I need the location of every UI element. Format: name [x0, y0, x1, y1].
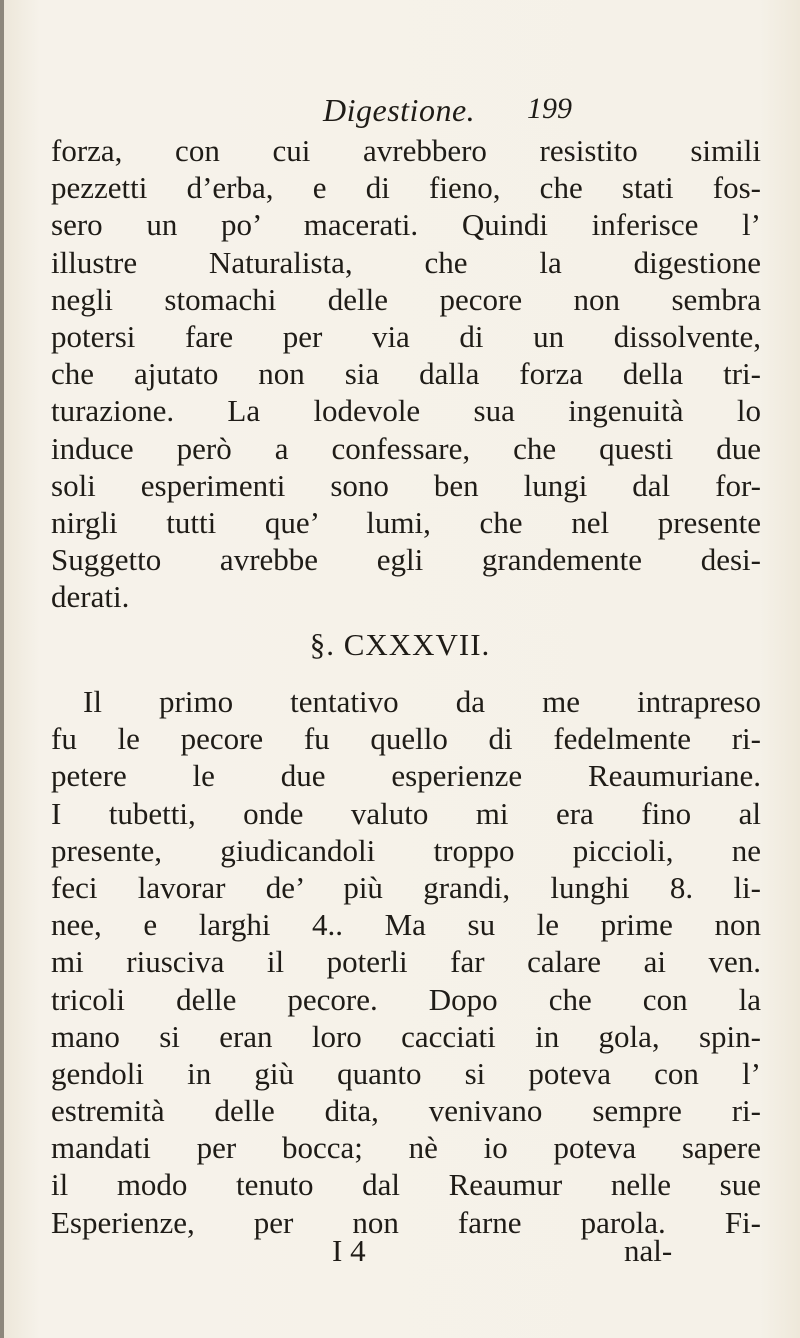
text-line: che ajutato non sia dalla forza della tri- — [51, 356, 761, 392]
text-line: mandati per bocca; nè io poteva sapere — [51, 1130, 761, 1166]
text-line: nirgli tutti que’ lumi, che nel presente — [51, 504, 761, 540]
text-line: negli stomachi delle pecore non sembra — [51, 281, 761, 317]
paragraph-2 — [51, 683, 761, 1241]
page-footer — [0, 1233, 800, 1273]
text-line: Il primo tentativo da me intrapreso — [83, 684, 761, 719]
signature-mark: I 4 — [332, 1233, 366, 1268]
text-line: sero un po’ macerati. Quindi inferisce l’ — [51, 207, 761, 243]
text-line: gendoli in giù quanto si poteva con l’ — [51, 1055, 761, 1091]
text-line: Esperienze, per non farne parola. Fi- — [51, 1204, 761, 1240]
catchword: nal- — [624, 1233, 673, 1268]
text-line: I tubetti, onde valuto mi era fino al — [51, 795, 761, 831]
text-line: Suggetto avrebbe egli grandemente desi- — [51, 542, 761, 578]
text-line: tricoli delle pecore. Dopo che con la — [51, 981, 761, 1017]
text-line: illustre Naturalista, che la digestione — [51, 244, 761, 280]
text-line: forza, con cui avrebbero resistito simili — [51, 133, 761, 168]
text-line: petere le due esperienze Reaumuriane. — [51, 758, 761, 794]
text-line: presente, giudicandoli troppo piccioli, ne — [51, 832, 761, 868]
text-line: mi riusciva il poterli far calare ai ven. — [51, 944, 761, 980]
text-line: derati. — [51, 579, 130, 615]
text-line: turazione. La lodevole sua ingenuità lo — [51, 393, 761, 429]
text-line: mano si eran loro cacciati in gola, spin- — [51, 1018, 761, 1054]
paragraph-1 — [51, 132, 761, 615]
section-heading: §. CXXXVII. — [309, 627, 491, 662]
page-edge-shadow — [0, 0, 4, 1338]
text-line: potersi fare per via di un dissolvente, — [51, 318, 761, 354]
text-line: induce però a confessare, che questi due — [51, 430, 761, 466]
text-line: fu le pecore fu quello di fedelmente ri- — [51, 721, 761, 757]
running-title: Digestione. — [323, 92, 476, 128]
text-line: soli esperimenti sono ben lungi dal for- — [51, 467, 761, 503]
text-line: feci lavorar de’ più grandi, lunghi 8. li- — [51, 869, 761, 905]
text-line: pezzetti d’erba, e di fieno, che stati fos- — [51, 170, 761, 206]
text-line: estremità delle dita, venivano sempre ri- — [51, 1093, 761, 1129]
page-header — [0, 92, 800, 132]
text-line: il modo tenuto dal Reaumur nelle sue — [51, 1167, 761, 1203]
text-line: nee, e larghi 4.. Ma su le prime non — [51, 907, 761, 943]
page-number: 199 — [527, 92, 572, 125]
